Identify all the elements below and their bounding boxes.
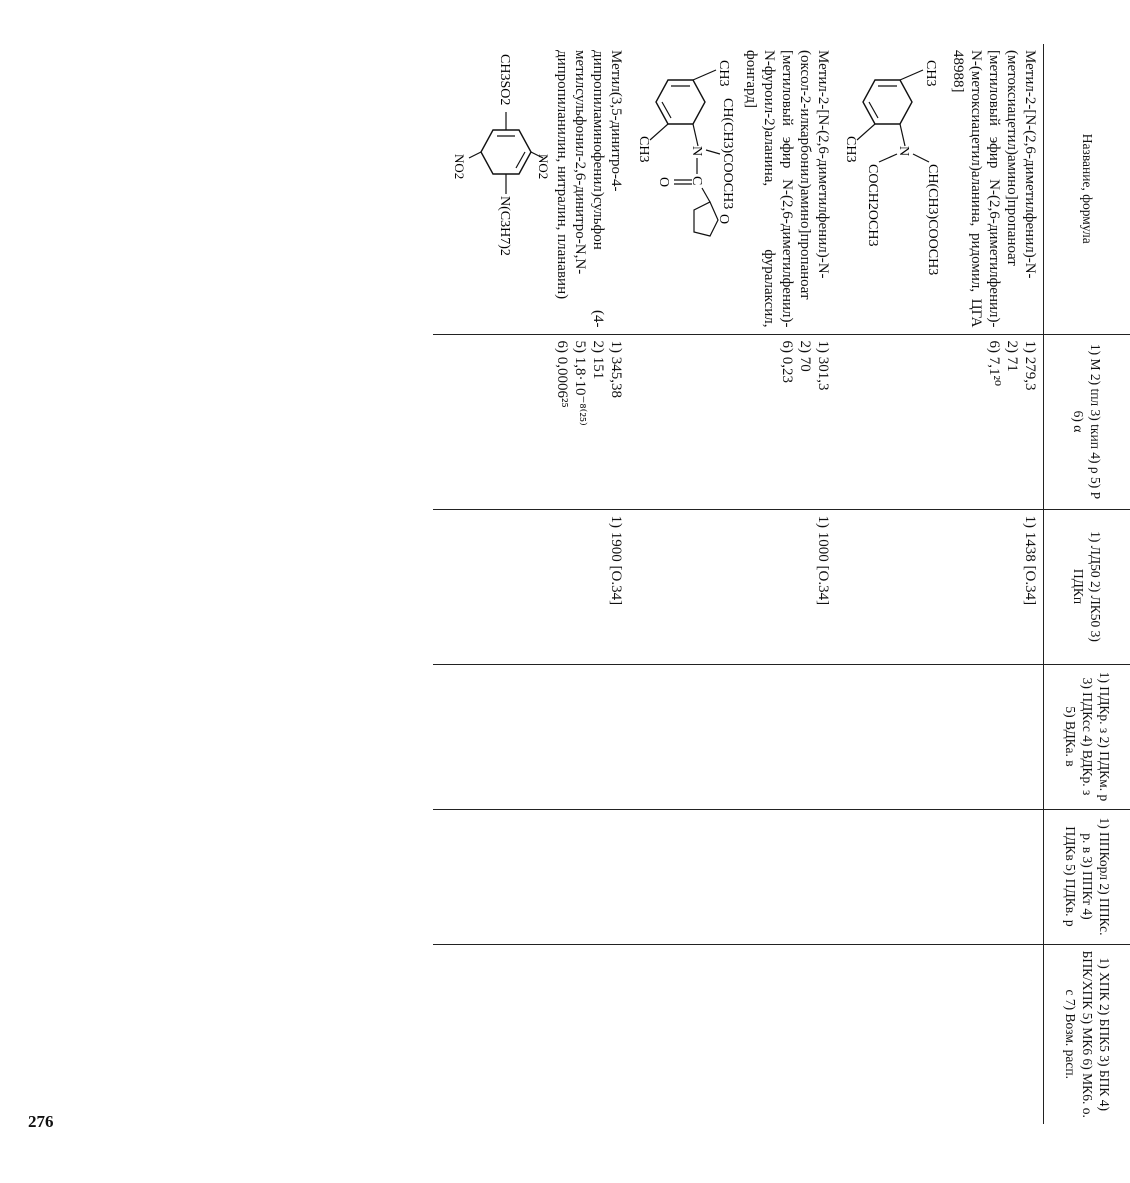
prop-value: 2) 151 <box>590 340 607 380</box>
formula-label: CH3 <box>843 136 859 163</box>
prop-value: 2) 71 <box>1004 340 1021 372</box>
structural-formula <box>636 50 739 320</box>
prop-value: 2) 70 <box>797 340 814 372</box>
compound-name: Метил-2-[N-(2,6-диметилфенил)-N-(метоксиацетил)амино]пропаноат [метиловый эфир N-(2,6-диметилфенил)-N-(метоксиацетил)аланина, ридомил, ЦГА 48988] <box>950 50 1039 328</box>
formula-label: O <box>656 177 672 188</box>
data-table <box>434 44 1130 1124</box>
header-tox: 1) ЛД50 2) ЛК50 3) ПДКп <box>1044 509 1130 664</box>
formula-label: C <box>689 176 705 186</box>
props-cell <box>630 334 837 509</box>
formula-label: CH3 <box>636 136 652 163</box>
tox-cell: 1) 1438 [О.34] <box>837 509 1045 664</box>
air-cell <box>434 664 630 809</box>
compound-name: Метил-2-[N-(2,6-диметилфенил)-N-(оксол-2-илкарбонил)амино]пропаноат [метиловый эфир N-(2,6-диметилфенил)-N-фуроил-2)аланина, фуралаксил, фонгард] <box>743 50 832 328</box>
soil-cell <box>837 944 1045 1124</box>
structural-formula <box>450 50 550 320</box>
rotated-table <box>435 44 1130 1124</box>
table-row <box>434 44 630 1124</box>
air-cell <box>837 664 1045 809</box>
props-cell <box>434 334 630 509</box>
soil-cell <box>630 944 837 1124</box>
tox-cell: 1) 1900 [О.34] <box>434 509 630 664</box>
structural-formula <box>843 50 946 320</box>
table-row <box>630 44 837 1124</box>
formula-label: CH3 <box>923 60 939 87</box>
prop-value: 1) 279,3 <box>1022 340 1039 391</box>
formula-label: N(C3H7)2 <box>497 196 513 256</box>
formula-label: CH3SO2 <box>497 54 513 106</box>
food-cell <box>630 809 837 944</box>
formula-label: O <box>716 214 732 225</box>
food-cell <box>837 809 1045 944</box>
header-air: 1) ПДКр. з 2) ПДКм. р 3) ПДКсс 4) ВДКр. з 5) ВДКа. в <box>1044 664 1130 809</box>
formula-label: N <box>896 146 912 157</box>
air-cell <box>630 664 837 809</box>
formula-label: CH(CH3)COOCH3 <box>925 164 941 276</box>
props-cell <box>837 334 1045 509</box>
header-food: 1) ППКорл 2) ППКс. р. в 3) ППКт 4) ПДКв 5) ПДКв. р <box>1044 809 1130 944</box>
compound-cell <box>837 44 1045 334</box>
tox-cell: 1) 1000 [О.34] <box>630 509 837 664</box>
compound-cell <box>434 44 630 334</box>
table-row <box>837 44 1045 1124</box>
formula-label: NO2 <box>536 154 552 180</box>
page-number: 276 <box>28 1112 54 1131</box>
formula-label: CH3 <box>716 60 732 87</box>
prop-value: 6) 0,0006²⁵ <box>554 340 571 408</box>
prop-value: 6) 7,1²⁰ <box>986 340 1003 387</box>
prop-value: 1) 301,3 <box>815 340 832 391</box>
header-row <box>1044 44 1130 1124</box>
soil-cell <box>434 944 630 1124</box>
formula-label: COCH2OCH3 <box>865 164 881 247</box>
formula-label: N <box>689 146 705 157</box>
food-cell <box>434 809 630 944</box>
prop-value: 6) 0,23 <box>779 340 796 383</box>
header-name: Название, формула <box>1044 44 1130 334</box>
prop-value: 1) 345,38 <box>608 340 625 398</box>
header-soil: 1) ХПК 2) БПК5 3) БПК 4) БПК/ХПК 5) МК6 6) МК6. о. с 7) Возм. расп. <box>1062 950 1112 1118</box>
formula-label: NO2 <box>452 154 468 180</box>
formula-label: CH(CH3)COOCH3 <box>720 98 736 210</box>
prop-value: 5) 1,8·10⁻⁸⁽²⁵⁾ <box>572 340 589 426</box>
compound-cell <box>630 44 837 334</box>
header-props: 1) M 2) tпл 3) tкип 4) ρ 5) P 6) α <box>1044 334 1130 509</box>
compound-name: Метил(3,5-динитро-4-дипропиламинофенил)сульфон (4-метилсульфонил-2,6-динитро-N,N-дипропиланилин, нитралин, планавин) <box>554 50 625 328</box>
